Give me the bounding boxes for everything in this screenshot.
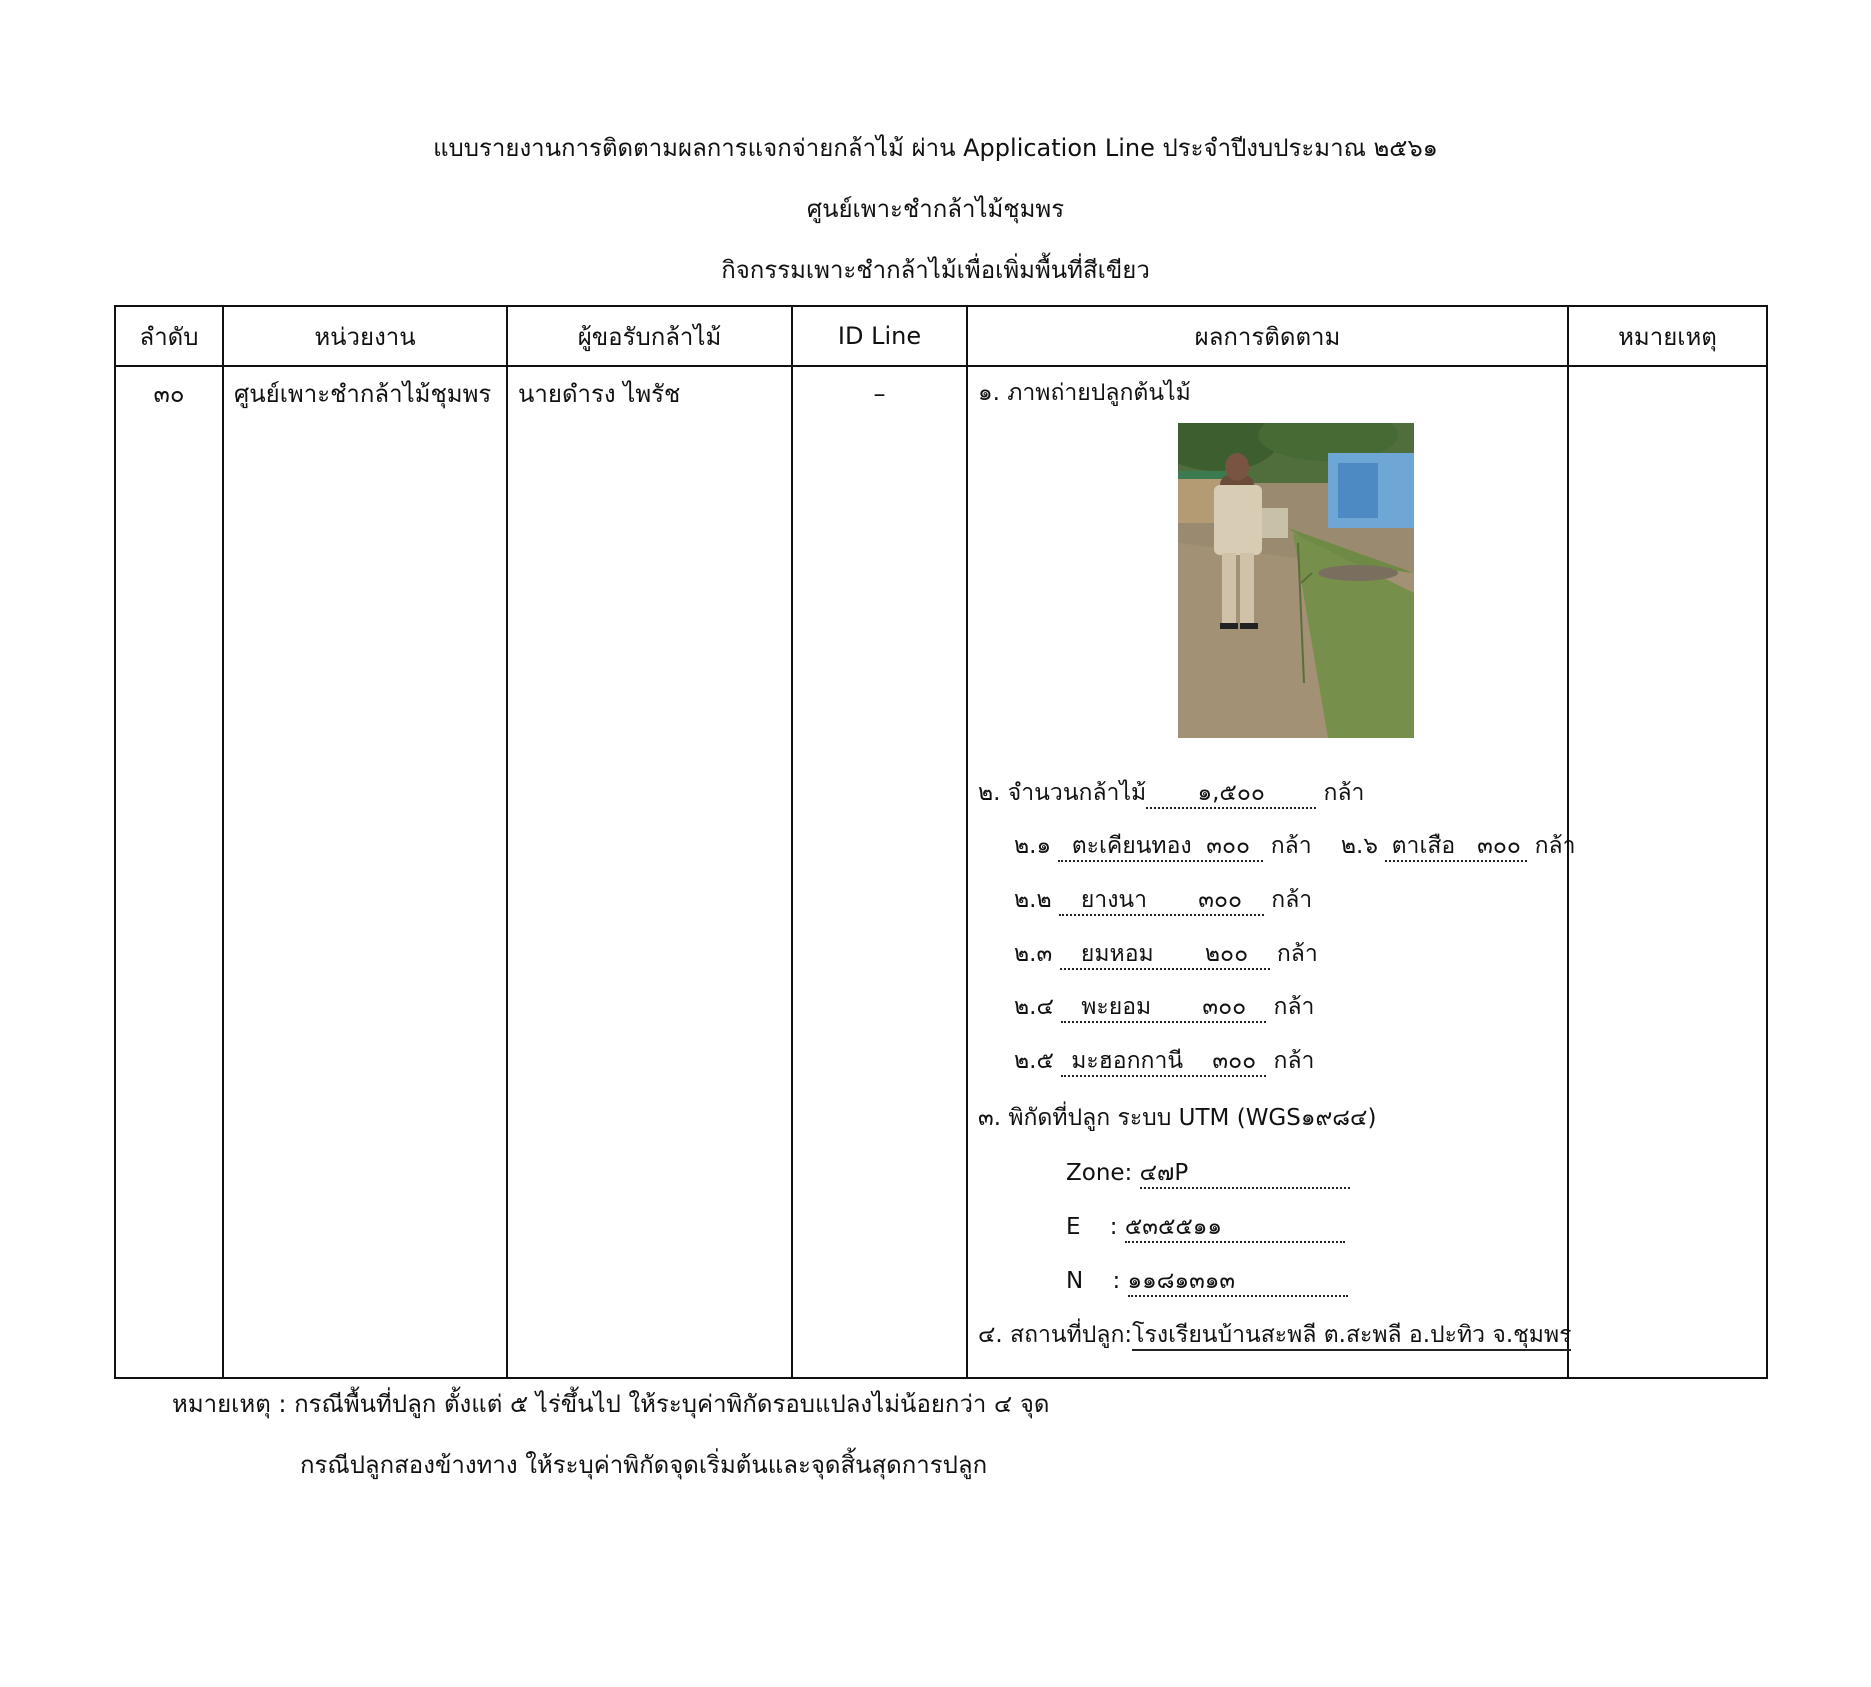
cell-id-line	[792, 366, 967, 1378]
cell-result	[967, 366, 1576, 1378]
species-unit: กล้า	[1270, 833, 1312, 859]
zone-label: Zone:	[1066, 1160, 1133, 1186]
place-label: ๔. สถานที่ปลูก:	[978, 1322, 1133, 1348]
species-name-qty	[1059, 886, 1264, 916]
species-qty: ๒๐๐	[1204, 941, 1249, 967]
count-unit: กล้า	[1323, 780, 1365, 806]
species-line-2	[1014, 884, 1312, 916]
column-header-order: ลำดับ	[115, 306, 223, 366]
planting-photo	[1178, 423, 1414, 738]
n-value: ๑๑๘๑๓๑๓	[1128, 1267, 1348, 1297]
remark-value	[1569, 367, 1766, 377]
e-label: E	[1066, 1214, 1081, 1240]
e-value: ๕๓๕๕๑๑	[1125, 1213, 1345, 1243]
species-unit: กล้า	[1276, 941, 1318, 967]
photo-label: ๑. ภาพถ่ายปลูกต้นไม้	[978, 380, 1191, 406]
species-unit: กล้า	[1273, 1048, 1315, 1074]
species-name-qty	[1061, 1047, 1266, 1077]
column-header-result: ผลการติดตาม	[967, 306, 1568, 366]
species-unit: กล้า	[1273, 994, 1315, 1020]
report-subtitle-activity: กิจกรรมเพาะชำกล้าไม้เพื่อเพิ่มพื้นที่สีเขียว	[721, 256, 1150, 284]
species-name: ยางนา	[1080, 887, 1148, 913]
column-header-agency: หน่วยงาน	[223, 306, 507, 366]
species-name: มะฮอกกานี	[1071, 1048, 1184, 1074]
species-no: ๒.๑	[1014, 833, 1052, 859]
species-name-qty	[1061, 993, 1266, 1023]
species-unit: กล้า	[1534, 833, 1576, 859]
result-block	[968, 367, 1576, 1377]
species-name-qty	[1385, 832, 1527, 862]
report-title: แบบรายงานการติดตามผลการแจกจ่ายกล้าไม้ ผ่าน Application Line ประจำปีงบประมาณ ๒๕๖๑	[433, 134, 1438, 162]
table-header-row	[115, 306, 1767, 366]
place-value: โรงเรียนบ้านสะพลี ต.สะพลี อ.ปะทิว จ.ชุมพร	[1132, 1321, 1571, 1351]
cell-remark	[1568, 366, 1767, 1378]
species-name-qty	[1060, 940, 1270, 970]
species-line-1	[1014, 830, 1576, 862]
column-header-remark: หมายเหตุ	[1568, 306, 1767, 366]
id-line-value: –	[873, 380, 886, 408]
species-name: ตะเคียนทอง	[1071, 833, 1192, 859]
species-qty: ๓๐๐	[1198, 887, 1243, 913]
footnote-line-2: กรณีปลูกสองข้างทาง ให้ระบุค่าพิกัดจุดเริ่มต้นและจุดสิ้นสุดการปลูก	[300, 1451, 988, 1479]
species-qty: ๓๐๐	[1477, 833, 1521, 859]
agency-value: ศูนย์เพาะชำกล้าไม้ชุมพร	[234, 380, 492, 408]
footnote-line-1: หมายเหตุ : กรณีพื้นที่ปลูก ตั้งแต่ ๕ ไร่ขึ้นไป ให้ระบุค่าพิกัดรอบแปลงไม่น้อยกว่า ๔ จุด	[172, 1390, 1050, 1418]
species-qty: ๓๐๐	[1206, 833, 1251, 859]
cell-recipient	[507, 366, 792, 1378]
report-subtitle-center: ศูนย์เพาะชำกล้าไม้ชุมพร	[806, 195, 1065, 223]
n-line	[1066, 1265, 1348, 1297]
n-label: N	[1066, 1268, 1084, 1294]
recipient-value: นายดำรง ไพรัช	[518, 380, 681, 408]
planting-photo-image	[1178, 423, 1414, 738]
species-line-4	[1014, 991, 1314, 1023]
species-no: ๒.๖	[1340, 833, 1378, 859]
species-line-3	[1014, 938, 1318, 970]
count-value: ๑,๕๐๐	[1146, 779, 1316, 809]
count-label: ๒. จำนวนกล้าไม้	[978, 780, 1147, 806]
cell-order	[115, 366, 223, 1378]
species-unit: กล้า	[1271, 887, 1313, 913]
zone-line	[1066, 1157, 1350, 1189]
species-no: ๒.๓	[1014, 941, 1053, 967]
species-no: ๒.๔	[1014, 994, 1054, 1020]
species-name: พะยอม	[1081, 994, 1152, 1020]
place-line	[978, 1319, 1571, 1351]
species-qty: ๓๐๐	[1202, 994, 1247, 1020]
zone-value: ๔๗P	[1140, 1159, 1350, 1189]
species-no: ๒.๒	[1014, 887, 1052, 913]
e-line	[1066, 1211, 1345, 1243]
species-no: ๒.๕	[1014, 1048, 1054, 1074]
cell-agency	[223, 366, 507, 1378]
order-value: ๓๐	[153, 380, 185, 408]
n-colon: :	[1112, 1268, 1121, 1294]
e-colon: :	[1109, 1214, 1118, 1240]
report-table	[114, 305, 1768, 1379]
species-line-5	[1014, 1045, 1314, 1077]
table-row	[115, 366, 1767, 1378]
species-qty: ๓๐๐	[1212, 1048, 1257, 1074]
column-header-id-line: ID Line	[792, 306, 967, 366]
column-header-recipient: ผู้ขอรับกล้าไม้	[507, 306, 792, 366]
count-line	[978, 777, 1364, 809]
coord-label: ๓. พิกัดที่ปลูก ระบบ UTM (WGS๑๙๘๔)	[978, 1105, 1377, 1131]
species-name-qty	[1058, 832, 1263, 862]
species-name: ยมหอม	[1080, 941, 1154, 967]
species-name: ตาเสือ	[1391, 833, 1456, 859]
